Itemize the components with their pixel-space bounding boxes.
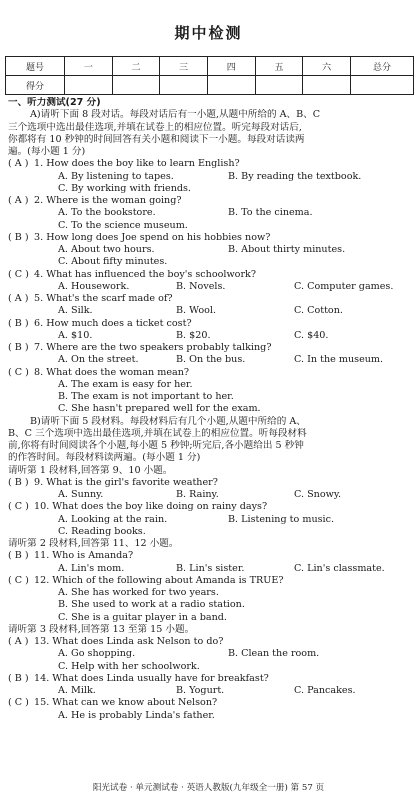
option-a: A. She has worked for two years.	[58, 587, 219, 598]
question-stem: ( B ) 3. How long does Joe spend on his hobbies now?	[8, 231, 271, 243]
option-a: A. He is probably Linda's father.	[58, 709, 215, 721]
option-b: B. Wool.	[176, 305, 217, 317]
question-options	[8, 685, 412, 697]
question-stem: ( B ) 7. Where are the two speakers probably talking?	[8, 342, 272, 353]
option-b: B. Novels.	[176, 280, 226, 292]
question-options	[8, 599, 412, 611]
answer-mark: ( B )	[8, 317, 29, 329]
question-stem: ( B ) 14. What does Linda usually have for breakfast?	[8, 672, 269, 684]
question-stem: ( B ) 6. How much does a ticket cost?	[8, 317, 192, 329]
part-b-intro-line: 的作答时间。每段材料读两遍。(每小题 1 分)	[8, 452, 201, 464]
question-stem: ( A ) 13. What does Linda ask Nelson to do?	[8, 636, 224, 647]
option-c: C. Lin's classmate.	[294, 562, 385, 574]
score-header-cell: 五	[255, 57, 303, 76]
option-a: A. Lin's mom.	[58, 562, 125, 574]
option-b: B. Yogurt.	[176, 685, 225, 696]
option-c: C. She is a guitar player in a band.	[58, 611, 227, 623]
option-b: B. The exam is not important to her.	[58, 391, 234, 402]
score-cell[interactable]	[351, 76, 414, 95]
option-a: A. The exam is easy for her.	[58, 378, 193, 390]
question-options	[8, 403, 412, 415]
option-a: A. About two hours.	[58, 244, 155, 255]
score-cell[interactable]	[255, 76, 303, 95]
question-options	[8, 171, 412, 183]
score-header-cell: 三	[160, 57, 208, 76]
answer-mark: ( B )	[8, 672, 29, 684]
score-cell[interactable]	[65, 76, 113, 95]
score-header-cell: 一	[65, 57, 113, 76]
part-a-intro-line: 你都将有 10 秒钟的时间回答有关小题和阅读下一小题。每段对话读两	[8, 133, 305, 145]
answer-mark: ( A )	[8, 158, 29, 170]
answer-mark: ( A )	[8, 293, 29, 304]
option-b: B. By reading the textbook.	[228, 170, 362, 182]
score-table-score-row	[6, 76, 414, 95]
answer-mark: ( B )	[8, 476, 29, 488]
question-options	[8, 330, 412, 342]
option-a: A. Silk.	[58, 305, 93, 317]
option-c: C. Help with her schoolwork.	[58, 660, 200, 672]
material-heading: 请听第 1 段材料,回答第 9、10 小题。	[8, 464, 173, 476]
option-c: C. Cotton.	[294, 305, 343, 317]
option-c: C. In the museum.	[294, 354, 384, 366]
option-b: B. Clean the room.	[228, 648, 320, 660]
option-c: C. Reading books.	[58, 525, 146, 537]
page-title: 期中检测	[174, 24, 243, 42]
option-a: A. Sunny.	[58, 489, 104, 500]
question-options	[8, 183, 412, 195]
question-stem: ( C ) 10. What does the boy like doing on rainy days?	[8, 501, 268, 513]
question-options	[8, 281, 412, 293]
exam-content	[8, 97, 412, 722]
option-a: A. Housework.	[58, 280, 130, 292]
question-options	[8, 587, 412, 599]
answer-mark: ( C )	[8, 268, 29, 280]
option-c: C. She hasn't prepared well for the exam.	[58, 403, 261, 415]
option-c: C. $40.	[294, 329, 329, 341]
answer-mark: ( B )	[8, 550, 29, 562]
question-options	[8, 661, 412, 673]
score-header-cell: 六	[303, 57, 351, 76]
question-options	[8, 244, 412, 256]
part-b-intro-line: B、C 三个选项中选出最佳选项,并填在试卷上的相应位置。听每段材料	[8, 427, 307, 439]
question-options	[8, 379, 412, 391]
question-stem: ( A ) 1. How does the boy like to learn English?	[8, 158, 240, 170]
score-header-cell: 总分	[351, 57, 414, 76]
part-a-intro-line: A)请听下面 8 段对话。每段对话后有一小题,从题中所给的 A、B、C	[30, 109, 321, 121]
score-cell[interactable]	[112, 76, 160, 95]
question-options	[8, 489, 412, 501]
question-options	[8, 612, 412, 624]
answer-mark: ( C )	[8, 366, 29, 378]
material-heading: 请听第 3 段材料,回答第 13 至第 15 小题。	[8, 623, 195, 635]
answer-mark: ( A )	[8, 636, 29, 647]
part-b-intro-line: B)请听下面 5 段材料。每段材料后有几个小题,从题中所给的 A、	[30, 415, 306, 427]
answer-mark: ( C )	[8, 574, 29, 586]
part-a-intro-line: 三个选项中选出最佳选项,并填在试卷上的相应位置。听完每段对话后,	[8, 121, 302, 133]
question-stem: ( A ) 2. Where is the woman going?	[8, 195, 182, 206]
answer-mark: ( B )	[8, 231, 29, 243]
page-footer: 阳光试卷 · 单元测试卷 · 英语人教版(九年级全一册) 第 57 页	[92, 783, 325, 793]
question-stem: ( C ) 12. Which of the following about Amanda is TRUE?	[8, 574, 284, 586]
question-options	[8, 256, 412, 268]
question-options	[8, 526, 412, 538]
question-options	[8, 710, 412, 722]
answer-mark: ( C )	[8, 697, 29, 709]
score-table-header-row	[6, 57, 414, 76]
score-header-cell: 二	[112, 57, 160, 76]
score-row-label: 得分	[6, 76, 65, 95]
question-stem: ( A ) 5. What's the scarf made of?	[8, 293, 173, 304]
score-cell[interactable]	[160, 76, 208, 95]
question-stem: ( C ) 4. What has influenced the boy's schoolwork?	[8, 268, 256, 280]
answer-mark: ( C )	[8, 501, 29, 513]
option-b: B. Rainy.	[176, 489, 219, 500]
question-stem: ( B ) 11. Who is Amanda?	[8, 550, 134, 562]
option-a: A. Go shopping.	[58, 648, 136, 660]
question-options	[8, 305, 412, 317]
option-b: B. Lin's sister.	[176, 562, 245, 574]
part-b-intro-line: 前,你将有时间阅读各个小题,每小题 5 秒钟;听完后,各小题给出 5 秒钟	[8, 440, 304, 451]
question-options	[8, 354, 412, 366]
answer-mark: ( B )	[8, 342, 29, 353]
score-cell[interactable]	[303, 76, 351, 95]
option-b: B. $20.	[176, 329, 211, 341]
option-a: A. Looking at the rain.	[58, 513, 168, 525]
option-b: B. About thirty minutes.	[228, 244, 346, 255]
score-cell[interactable]	[207, 76, 255, 95]
question-options	[8, 514, 412, 526]
option-b: B. To the cinema.	[228, 207, 313, 219]
option-a: A. Milk.	[58, 685, 96, 696]
option-c: C. Pancakes.	[294, 685, 356, 696]
question-stem: ( C ) 8. What does the woman mean?	[8, 366, 190, 378]
score-table	[5, 56, 414, 95]
score-header-cell: 题号	[6, 57, 65, 76]
option-c: C. Snowy.	[294, 489, 342, 500]
question-stem: ( C ) 15. What can we know about Nelson?	[8, 697, 218, 709]
question-stem: ( B ) 9. What is the girl's favorite weather?	[8, 476, 218, 488]
option-c: C. To the science museum.	[58, 219, 188, 231]
option-b: B. She used to work at a radio station.	[58, 599, 245, 611]
score-header-cell: 四	[207, 57, 255, 76]
option-c: C. By working with friends.	[58, 182, 191, 194]
option-b: B. On the bus.	[176, 354, 246, 366]
part-a-intro-line: 遍。(每小题 1 分)	[8, 146, 86, 157]
option-a: A. By listening to tapes.	[58, 170, 174, 182]
question-options	[8, 220, 412, 232]
option-b: B. Listening to music.	[228, 513, 335, 525]
question-options	[8, 648, 412, 660]
option-c: C. Computer games.	[294, 280, 394, 292]
question-options	[8, 391, 412, 403]
material-heading: 请听第 2 段材料,回答第 11、12 小题。	[8, 538, 179, 549]
question-options	[8, 563, 412, 575]
option-a: A. To the bookstore.	[58, 207, 156, 219]
question-options	[8, 207, 412, 219]
option-a: A. $10.	[58, 329, 93, 341]
option-c: C. About fifty minutes.	[58, 256, 168, 268]
answer-mark: ( A )	[8, 195, 29, 206]
option-a: A. On the street.	[58, 354, 139, 366]
section-heading: 一、听力测试(27 分)	[8, 97, 101, 108]
